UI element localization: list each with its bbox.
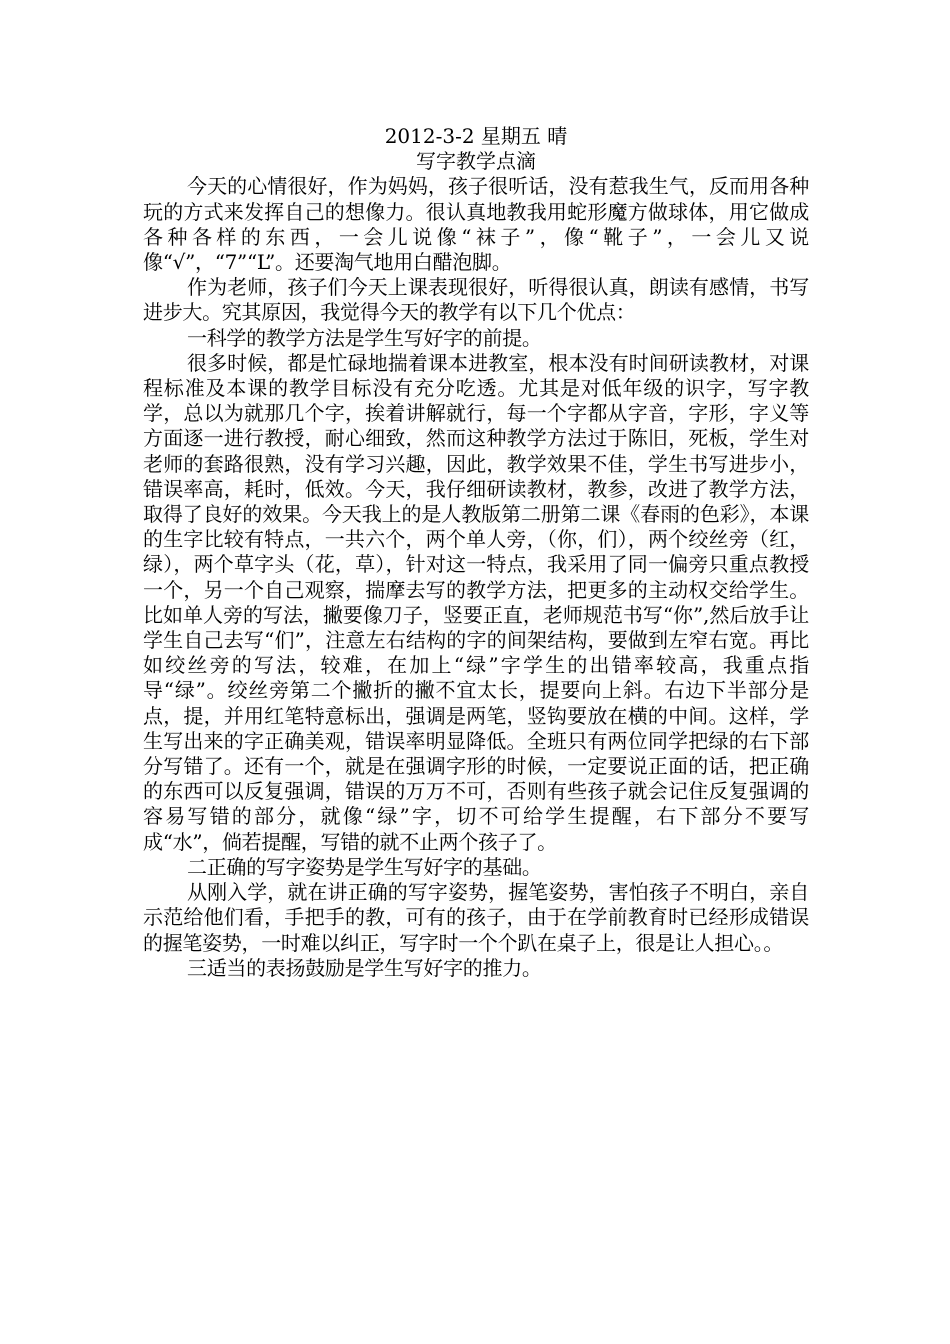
document-page [143,124,809,981]
paragraph-mood: 今天的心情很好，作为妈妈，孩子很听话，没有惹我生气，反而用各种玩的方式来发挥自己的想像力。很认真地教我用蛇形魔方做球体，用它做成各种各样的东西，一会儿说像“袜子”，像“靴子”，一会儿又说像“√”，“7”“L”。还要淘气地用白醋泡脚。 [143,174,809,275]
heading-point-two: 二正确的写字姿势是学生写好字的基础。 [187,854,542,879]
paragraph-writing-posture: 从刚入学，就在讲正确的写字姿势，握笔姿势，害怕孩子不明白，亲自示范给他们看，手把手的教，可有的孩子，由于在学前教育时已经形成错误的握笔姿势，一时难以纠正，写字时一个个趴在桌子上，很是让人担心。。 [143,880,809,955]
date-weather-line: 2012-3-2 星期五 晴 [384,124,568,148]
document-title: 写字教学点滴 [416,149,536,174]
paragraph-class-summary: 作为老师，孩子们今天上课表现很好，听得很认真，朗读有感情，书写进步大。究其原因，我觉得今天的教学有以下几个优点： [143,275,809,325]
paragraph-teaching-method: 很多时候，都是忙碌地揣着课本进教室，根本没有时间研读教材，对课程标准及本课的教学目标没有充分吃透。尤其是对低年级的识字，写字教学，总以为就那几个字，挨着讲解就行，每一个字都从字音，字形，字义等方面逐一进行教授，耐心细致，然而这种教学方法过于陈旧，死板，学生对老师的套路很熟，没有学习兴趣，因此，教学效果不佳，学生书写进步小，错误率高，耗时，低效。今天，我仔细研读教材，教参，改进了教学方法，取得了良好的效果。今天我上的是人教版第二册第二课《春雨的色彩》，本课的生字比较有特点，一共六个，两个单人旁，（你，们），两个绞丝旁（红，绿），两个草字头（花，草），针对这一特点，我采用了同一偏旁只重点教授一个，另一个自己观察，揣摩去写的教学方法，把更多的主动权交给学生。比如单人旁的写法，撇要像刀子，竖要正直，老师规范书写“你”,然后放手让学生自己去写“们”，注意左右结构的字的间架结构，要做到左窄右宽。再比如绞丝旁的写法，较难，在加上“绿”字学生的出错率较高，我重点指导“绿”。绞丝旁第二个撇折的撇不宜太长，提要向上斜。右边下半部分是点，提，并用红笔特意标出，强调是两笔，竖钩要放在横的中间。这样，学生写出来的字正确美观，错误率明显降低。全班只有两位同学把绿的右下部分写错了。还有一个，就是在强调字形的时候，一定要说正面的话，把正确的东西可以反复强调，错误的万万不可，否则有些孩子就会记住反复强调的容易写错的部分，就像“绿”字，切不可给学生提醒，右下部分不要写成“水”，倘若提醒，写错的就不止两个孩子了。 [143,350,809,854]
heading-point-one: 一科学的教学方法是学生写好字的前提。 [187,325,542,350]
heading-point-three: 三适当的表扬鼓励是学生写好字的推力。 [187,955,542,980]
